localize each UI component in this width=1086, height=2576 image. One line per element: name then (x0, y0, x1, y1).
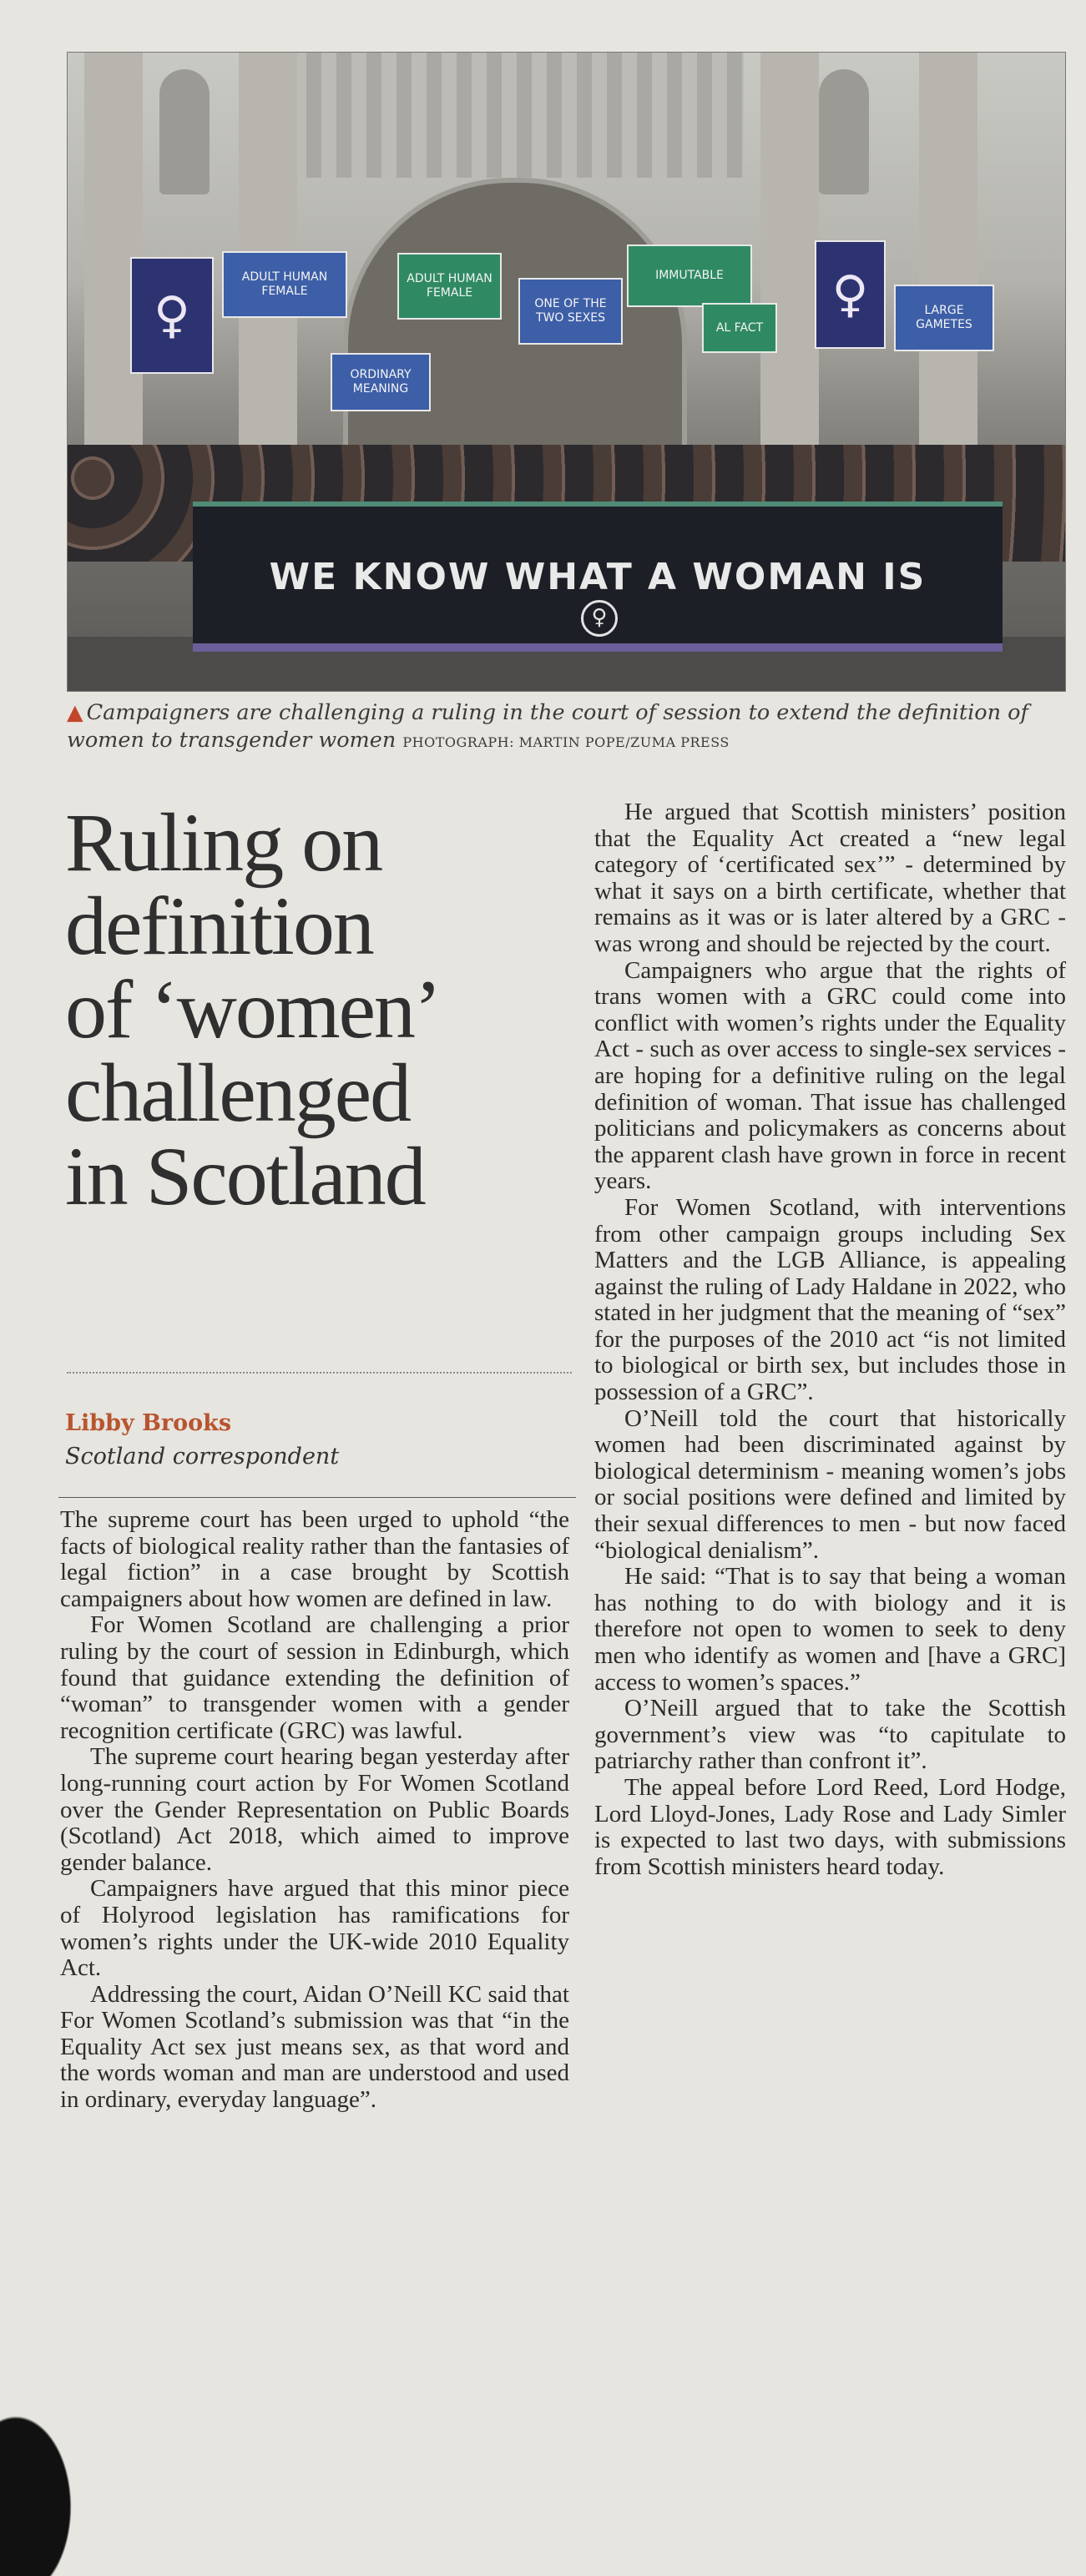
placard (894, 285, 994, 351)
placard-text: ONE OF THE TWO SEXES (534, 297, 607, 325)
paragraph: He argued that Scottish ministers’ position that the Equality Act created a “new legal category of ‘certificated sex’” - determined by what it says on a birth certificate, whether that remains as it was or is later altered by a GRC - was wrong and should be rejected by the court. (594, 799, 1066, 957)
paragraph: The appeal before Lord Reed, Lord Hodge, Lord Lloyd-Jones, Lady Rose and Lady Simler is expected to last two days, with submissions from Scottish ministers heard today. (594, 1773, 1066, 1880)
banner-text: WE KNOW WHAT A WOMAN IS (269, 555, 927, 598)
headline-line: definition (65, 880, 373, 972)
caption-text: Campaigners are challenging a ruling in the court of session to extend the definition of women to transgender women (67, 700, 1028, 753)
headline-line: Ruling on (65, 796, 382, 889)
torn-page-edge (0, 2403, 79, 2576)
placard (518, 278, 623, 345)
dotted-divider (67, 1372, 572, 1374)
paragraph: For Women Scotland, with interventions from other campaign groups including Sex Matters and the LGB Alliance, is appealing against the ruling of Lady Haldane in 2022, who stated in her judgment that the meaning of “sex” for the purposes of the 2010 act “is not limited to biological or birth sex, but includes those in possession of a GRC”. (594, 1193, 1066, 1406)
paragraph: The supreme court hearing began yesterday after long-running court action by For Women Scotland over the Gender Representation on Public Boards (Scotland) Act 2018, which aimed to improve gender balance. (60, 1743, 569, 1876)
paragraph: The supreme court has been urged to uphold “the facts of biological reality rather than the fantasies of legal fiction” in a case brought by Scottish campaigners about how women are defined in law. (60, 1506, 569, 1612)
placard-text: ADULT HUMAN FEMALE (241, 270, 328, 298)
byline-author: Libby Brooks (65, 1410, 232, 1436)
placard-text: ORDINARY MEANING (350, 368, 412, 396)
statue (819, 69, 869, 194)
caption-triangle-icon: ▲ (67, 700, 83, 725)
placard-text: IMMUTABLE (655, 269, 724, 282)
placard-venus (130, 257, 214, 374)
placard-text: ADULT HUMAN FEMALE (407, 272, 492, 300)
placard (627, 244, 752, 307)
banner-emblem-icon: ♀ (581, 600, 618, 637)
paragraph: For Women Scotland are challenging a prior ruling by the court of session in Edinburgh, which found that guidance extending the definition of “woman” to transgender women with a gender recognition certificate (GRC) was lawful. (60, 1611, 569, 1744)
headline (65, 796, 574, 1222)
statue (159, 69, 210, 194)
building-frieze (276, 53, 744, 178)
placard (397, 253, 502, 320)
headline-line: challenged (65, 1046, 411, 1139)
placard (702, 303, 777, 353)
photo-caption (67, 699, 1064, 756)
protest-banner (193, 502, 1003, 652)
venus-symbol-icon: ♀ (154, 286, 190, 345)
building-pillar (919, 53, 977, 503)
placard (222, 251, 347, 318)
building-pillar (760, 53, 819, 503)
byline-role: Scotland correspondent (65, 1444, 340, 1469)
paragraph: O’Neill told the court that historically women had been discriminated against by biological determinism - meaning women’s jobs or social positions were defined and limited by their sexual differences to men - but now faced “biological denialism”. (594, 1404, 1066, 1564)
headline-line: in Scotland (65, 1130, 425, 1222)
photo-credit: PHOTOGRAPH: MARTIN POPE/ZUMA PRESS (402, 734, 730, 750)
byline-divider (58, 1497, 576, 1498)
paragraph: O’Neill argued that to take the Scottish government’s view was “to capitulate to patriarchy rather than confront it”. (594, 1695, 1066, 1775)
body-column-left (60, 1507, 569, 2114)
venus-symbol-icon: ♀ (831, 265, 869, 324)
placard-venus (815, 240, 886, 349)
paragraph: Campaigners have argued that this minor piece of Holyrood legislation has ramifications for women’s rights under the UK-wide 2010 Equality Act. (60, 1875, 569, 1982)
placard-text: AL FACT (715, 320, 764, 335)
paragraph: He said: “That is to say that being a woman has nothing to do with biology and it is therefore not open to women to seek to deny men who identify as women and [have a GRC] access to women’s spaces.” (594, 1563, 1066, 1696)
paragraph: Addressing the court, Aidan O’Neill KC said that For Women Scotland’s submission was that “in the Equality Act sex just means sex, as that word and the words woman and man are understood and used in ordinary, everyday language”. (60, 1980, 569, 2114)
headline-line: of ‘women’ (65, 963, 441, 1056)
paragraph: Campaigners who argue that the rights of trans women with a GRC could come into conflict with women’s rights under the Equality Act - such as over access to single-sex services - are hoping for a definitive ruling on the legal definition of woman. That issue has challenged politicians and policymakers as concerns about the apparent clash have grown in force in recent years. (594, 956, 1066, 1195)
body-column-right (594, 799, 1066, 1880)
placard (331, 353, 431, 411)
article-photo (67, 52, 1066, 692)
placard-text: LARGE GAMETES (916, 304, 972, 331)
